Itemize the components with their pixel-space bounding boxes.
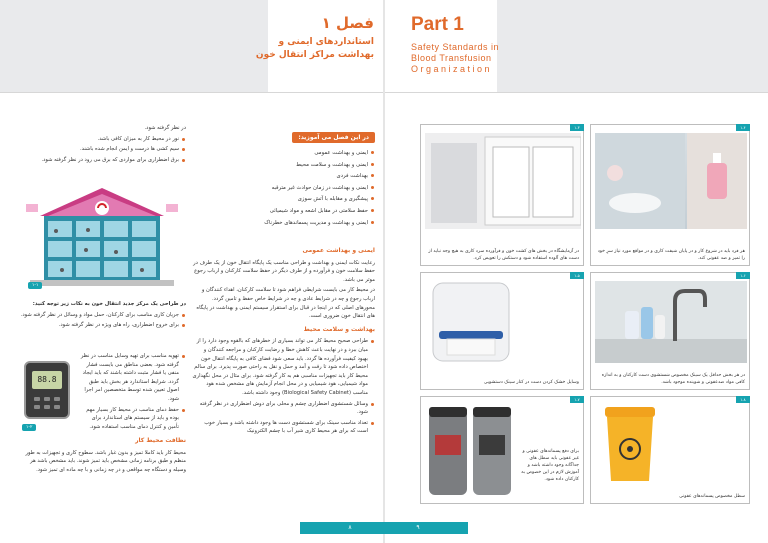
biohazard-bin-icon xyxy=(595,405,747,483)
objective-item: حفظ سلامتی در مقابل اشعه و مواد شیمیائی xyxy=(215,206,375,218)
device-button-icon xyxy=(44,405,50,409)
photo-towel-dispenser xyxy=(425,281,579,363)
bullet-item: جریان کاری مناسب برای کارکنان، حمل مواد و وسائل در نظر گرفته شود. xyxy=(20,311,186,320)
figure-badge: ۱-۳ xyxy=(570,124,584,131)
figure-frame xyxy=(590,272,750,390)
figure-badge: ۱-۴ xyxy=(736,124,750,131)
objectives-list xyxy=(215,148,375,229)
objective-item: ایمنی و بهداشت و مدیریت پسماندهای خطرناک xyxy=(215,218,375,230)
figure-caption: برای دفع پسماندهای عفونی و غیر عفونی باید سطل های جداگانه وجود داشته باشد و آموزش لازم در این خصوص به کارکنان داده شود. xyxy=(521,449,579,482)
figure-badge: ۱-۷ xyxy=(570,396,584,403)
device-button-icon xyxy=(54,405,60,409)
chapter-heading-en xyxy=(411,14,499,75)
page-number-left: ۸ xyxy=(300,522,400,534)
figure-badge: ۱-۲ xyxy=(22,424,36,431)
chapter-title-fa-line2: بهداشت مراکز انتقال خون xyxy=(255,50,374,60)
bullet-item: تهویه مناسب برای تهیه وسایل مناسب در نظر گرفته شود. بعضی مناطق می بایست فشار منفی یا فشار مثبت داشته باشند که باید ایجاد گردد. شرایط استاندارد هر بخش باید طبق اصول تعیین شده توسط متخصصین امر اجرا شود. xyxy=(80,352,186,404)
figure-caption: وسایل خشک کردن دست در کنار سینک دستشویی xyxy=(483,380,579,385)
chapter-title-en-line3: Organization xyxy=(411,64,493,74)
figure-badge: ۱-۱ xyxy=(28,282,42,289)
header-band-right xyxy=(497,0,768,92)
bullet-item: حفظ دمای مناسب در محیط کار بسیار مهم بوده و باید از سیستم های استاندارد برای تأمین و کنترل دمای مناسب استفاده شود. xyxy=(80,406,186,432)
device-button-icon xyxy=(44,397,50,401)
objective-item: ایمنی و بهداشت عمومی xyxy=(215,148,375,160)
figure-frame xyxy=(590,124,750,266)
chapter-number-fa: فصل ۱ xyxy=(321,14,374,32)
left-page-cleaning-section xyxy=(20,432,186,476)
objectives-box xyxy=(215,124,375,250)
figure-frame xyxy=(420,272,584,390)
photo-biohazard-bin xyxy=(595,405,745,483)
dispenser-photo-icon xyxy=(425,281,581,363)
lab-photo-icon xyxy=(595,133,747,229)
section-heading-general-safety: ایمنی و بهداشت عمومی xyxy=(302,247,375,254)
left-page-side-column-bottom xyxy=(20,300,186,332)
figure-frame xyxy=(420,396,584,504)
part-number: Part 1 xyxy=(411,14,464,35)
figure-badge: ۱-۵ xyxy=(570,272,584,279)
figure-badge: ۱-۸ xyxy=(736,396,750,403)
objective-item: ایمنی و بهداشت و سلامت محیط xyxy=(215,160,375,172)
objective-item: ایمنی و بهداشت در زمان حوادث غیر مترقبه xyxy=(215,183,375,195)
figure-caption: در هر بخش حداقل یک سینک مخصوص شستشوی دست کارکنان و به اندازه کافی مواد ضدعفونی و شوینده موجود باشد. xyxy=(601,373,745,385)
device-button-icon xyxy=(34,405,40,409)
objectives-title: در این فصل می آموزید: xyxy=(292,132,375,143)
photo-hand-sink xyxy=(595,281,745,363)
objective-item: پیشگیری و مقابله با آتش سوزی xyxy=(215,194,375,206)
chapter-title-fa-line1: استانداردهای ایمنی و xyxy=(278,37,374,47)
building-icon xyxy=(26,184,178,294)
bullet-item: نور در محیط کار به میزان کافی باشد. xyxy=(20,135,186,144)
figure-note-title: در طراحی یک مرکز جدید انتقال خون به نکات زیر توجه کنید: xyxy=(32,301,186,307)
photo-lab-cleaning xyxy=(595,133,745,229)
blood-center-building-illustration xyxy=(26,184,178,294)
section-heading-cleaning: نظافت محیط کار xyxy=(135,437,186,444)
paragraph: محیط کار باید کاملا تمیز و بدون غبار باشد. سطوح کاری و تجهیزات به طور منظم و طبق برنامه زمانی مشخص باید تمیز شوند. باید مشخص باشد هر وسیله و دستگاه چه مواقعی و در چه زمانی و با چه ماده ای تمیز شود. xyxy=(25,449,186,473)
sink-photo-icon xyxy=(595,281,747,363)
waste-bins-icon xyxy=(425,405,515,501)
photo-waste-bins xyxy=(425,405,513,501)
header-band-left xyxy=(0,0,268,92)
bullet-item: برق اضطراری برای مواردی که برق می رود در نظر گرفته شود. xyxy=(20,156,186,165)
chapter-title-en-line2: Blood Transfusion xyxy=(411,53,492,63)
figure-caption: در آزمایشگاه در بخش های کشت خون و فرآورده سرد کاری به هیچ وجه نباید از دست های آلوده استفاده شود و دستکش را تعویض کرد. xyxy=(428,249,579,261)
device-display: 88.8 xyxy=(32,371,62,389)
paragraph: رعایت نکات ایمنی و بهداشت و طراحی مناسب یک پایگاه انتقال خون از یک طرف در حفظ سلامت خون و فرآورده و از طرف دیگر در حفظ سلامت کارکنان و ارباب رجوع موثر می باشد. xyxy=(193,259,375,283)
figure-frame xyxy=(590,396,750,504)
paragraph: در محیط کار می بایست شرایطی فراهم شود تا سلامت کارکنان، اهداء کنندگان و ارباب رجوع و چه در شرایط عادی و چه در شرایط خاص حفظ و تامین گردد. محورهای اصلی که در اینجا در قبال برای استقرار سیستم ایمنی و بهداشت در پایگاه های انتقال خون ضروری است. xyxy=(196,287,375,320)
figure-caption: هر فرد باید در شروع کار و در پایان شیفت کاری و در مواقع مورد نیاز سرِ خود را تمیز و ضد عفونی کند. xyxy=(597,249,745,261)
bullet-item: وسائل شستشوی اضطراری چشم و محلی برای دوش اضطراری در نظر گرفته شود. xyxy=(192,400,375,417)
bullet-item: سیم کشی ها درست و ایمن انجام شده باشند. xyxy=(20,145,186,154)
figure-caption: سطل مخصوص پسماندهای عفونی xyxy=(679,494,745,499)
left-page-main-column xyxy=(192,242,375,438)
objective-item: بهداشت فردی xyxy=(215,171,375,183)
thermometer-device-illustration xyxy=(24,361,70,419)
bullet-item: طراحی صحیح محیط کار می تواند بسیاری از خطرهای که بالقوه وجود دارد را از میان ببرد و در نهایت باعث کاهش خطا و رضایت کارکنان و مراجعه کنندگان و بهبود کیفیت فرآورده ها گردد. باید سعی شود فضای کافی به پایگاه انتقال خون اختصاص داده شود تا رفت و آمد و حمل و نقل به راحتی صورت پذیرد. برای سالم محیط کار باید تجهیزات مناسبی هم به کار گرفته شود. برای مثال در محل نگهداری مواد شیمیایی، هود شیمیایی و در محل انجام آزمایش های مشخص شده هود مناسب (Biological Safety Cabinet) وجود داشته باشد. xyxy=(192,337,375,397)
left-page-side-column-mid xyxy=(80,352,186,433)
bullet-item: تعداد مناسب سینک برای شستشوی دست ها وجود داشته باشد و بسیار خوب است که برای هر محیط کاری شیر آب با چشم الکترونیک xyxy=(192,419,375,436)
device-button-icon xyxy=(34,397,40,401)
chapter-heading-fa xyxy=(256,14,374,62)
section-heading-environment: بهداشت و سلامت محیط xyxy=(303,325,375,333)
figure-frame xyxy=(420,124,584,266)
page-number-right: ۹ xyxy=(368,522,468,534)
left-page-side-column-top xyxy=(20,124,186,166)
device-button-icon xyxy=(54,397,60,401)
paragraph: در نظر گرفته شود. xyxy=(144,125,186,131)
cabinet-photo-icon xyxy=(425,133,581,229)
chapter-title-en-line1: Safety Standards in xyxy=(411,42,500,52)
page-gutter xyxy=(383,0,385,543)
figure-badge: ۱-۶ xyxy=(736,272,750,279)
photo-lab-cabinet xyxy=(425,133,579,229)
bullet-item: برای خروج اضطراری، راه های ویژه در نظر گرفته شود. xyxy=(20,321,186,330)
